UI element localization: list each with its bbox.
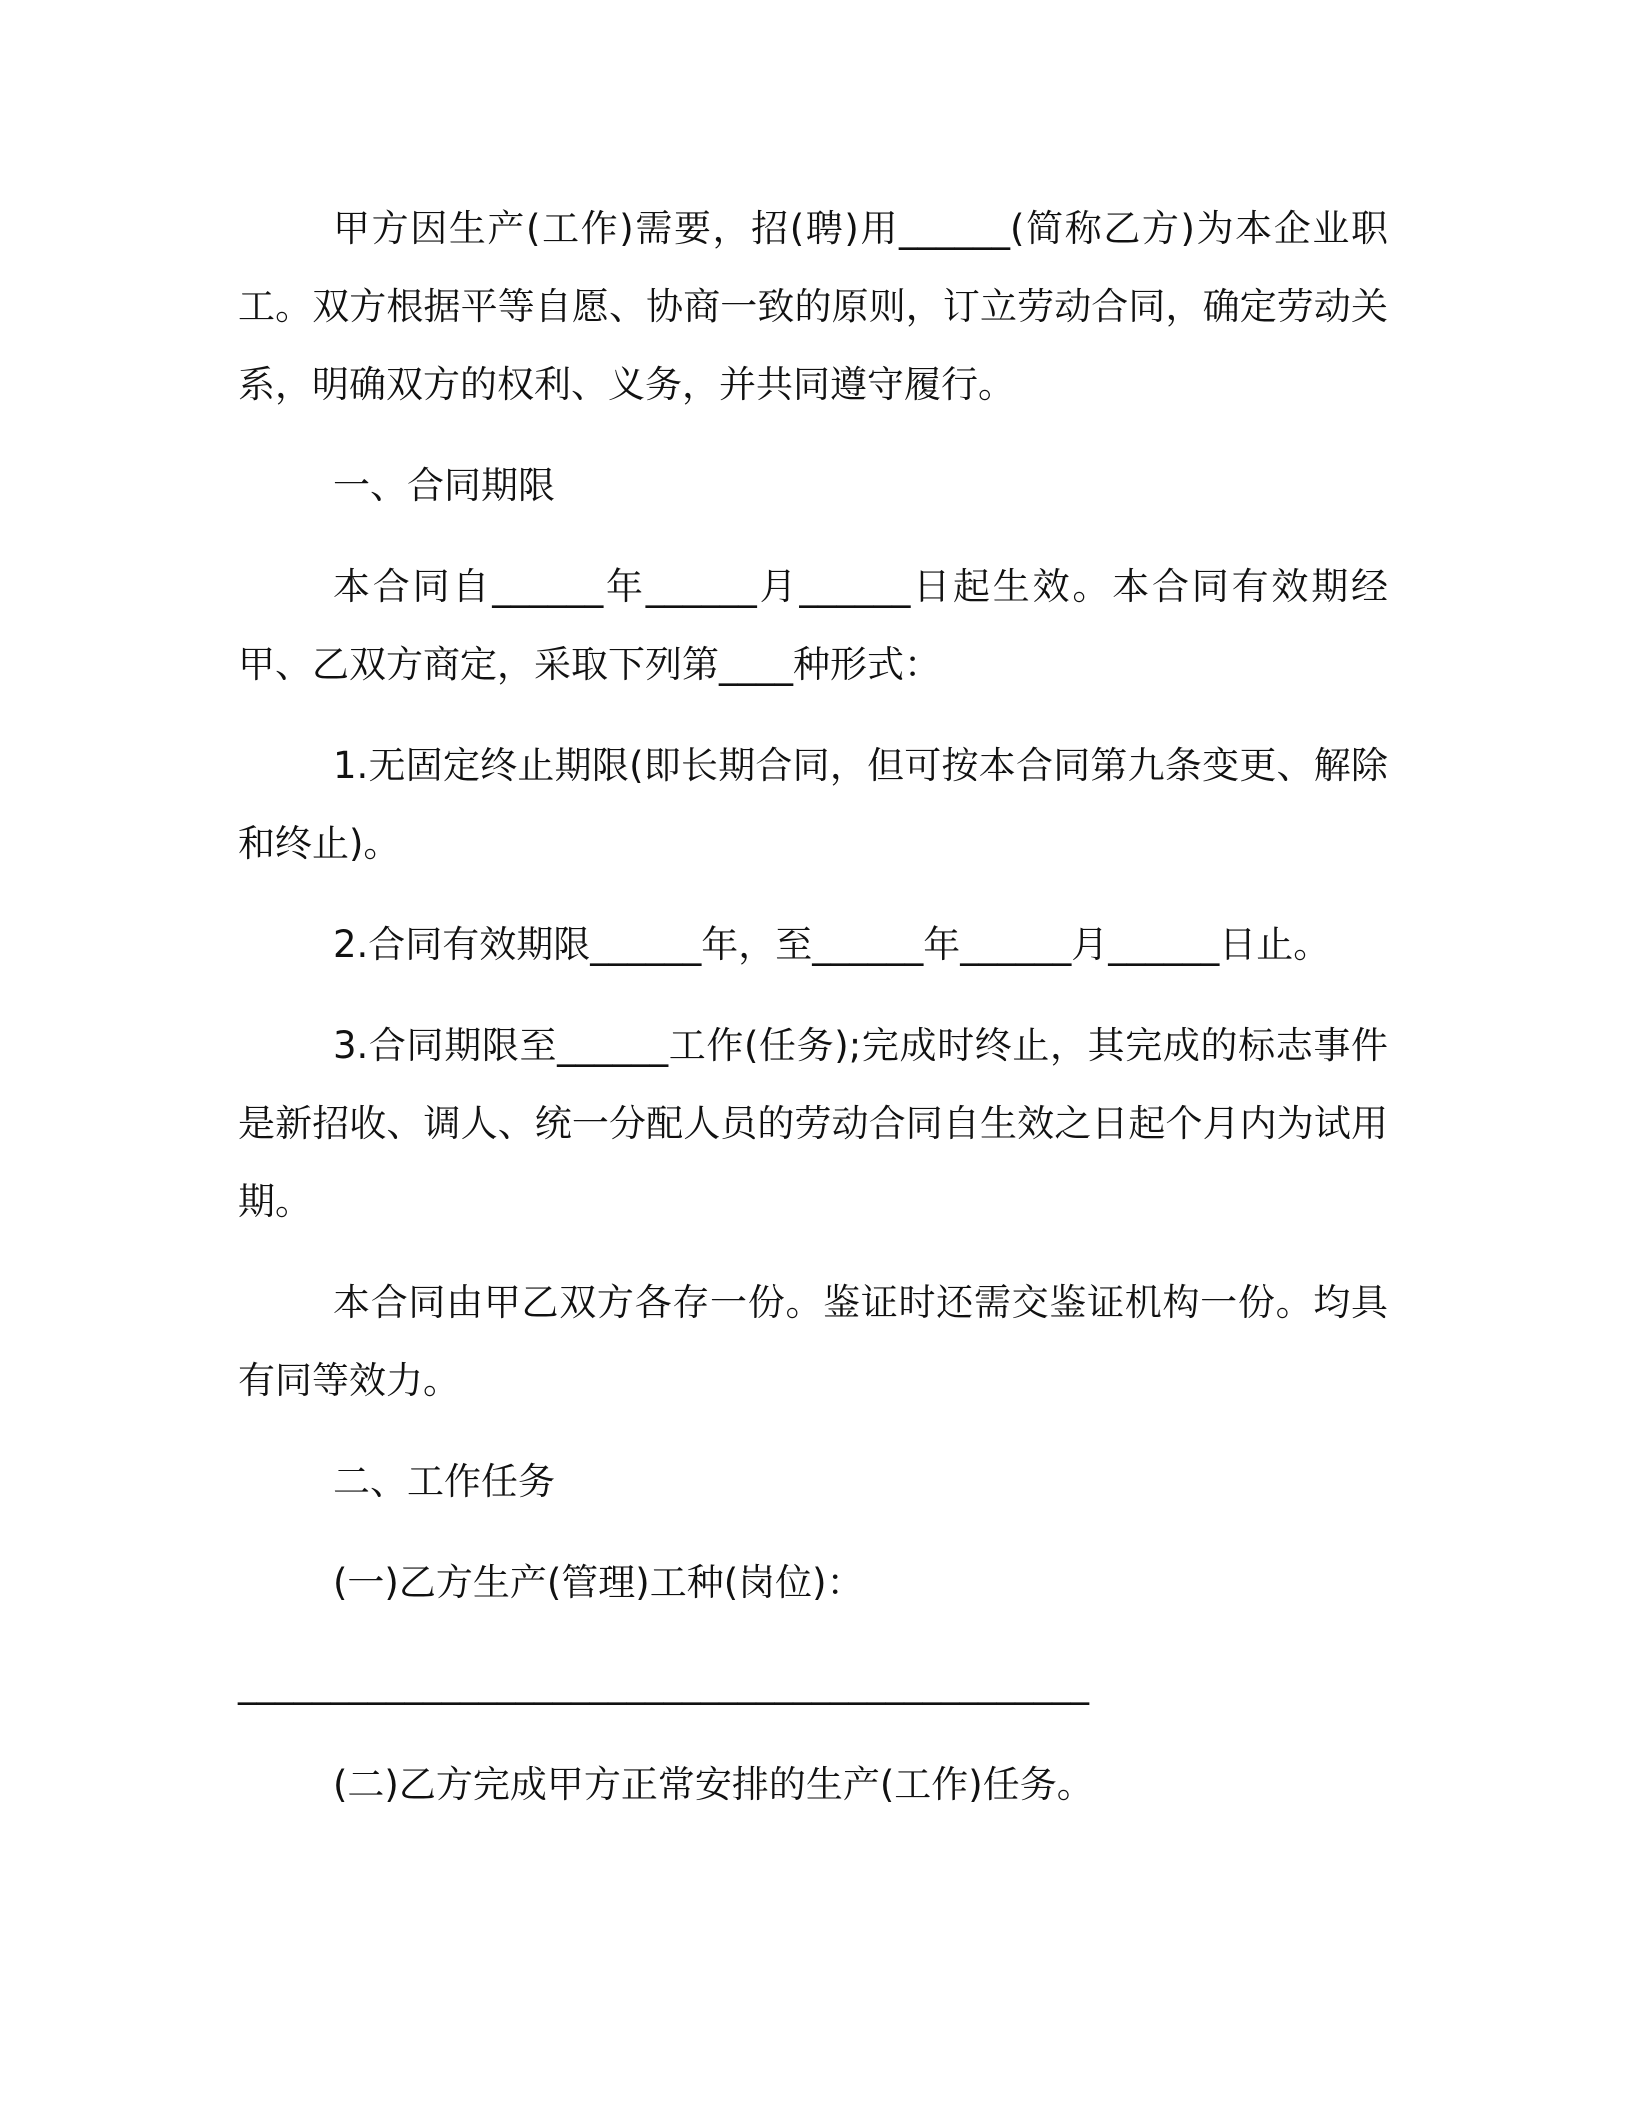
term-option-1: 1.无固定终止期限(即长期合同，但可按本合同第九条变更、解除和终止)。 bbox=[238, 744, 1388, 865]
document-body bbox=[238, 190, 1388, 1824]
intro-paragraph: 甲方因生产(工作)需要，招(聘)用______(简称乙方)为本企业职工。双方根据平等自愿、协商一致的原则，订立劳动合同，确定劳动关系，明确双方的权利、义务，并共同遵守履行。 bbox=[238, 207, 1388, 406]
copies-paragraph: 本合同由甲乙双方各存一份。鉴证时还需交鉴证机构一份。均具有同等效力。 bbox=[238, 1281, 1388, 1402]
section-heading-work-tasks: 二、工作任务 bbox=[333, 1460, 555, 1503]
task-1-blank-line: ______________________________________________ bbox=[238, 1662, 1089, 1705]
term-option-2: 2.合同有效期限______年，至______年______月______日止。 bbox=[333, 923, 1331, 966]
section-heading-contract-term: 一、合同期限 bbox=[333, 464, 555, 507]
term-option-3: 3.合同期限至______工作(任务);完成时终止，其完成的标志事件是新招收、调人、统一分配人员的劳动合同自生效之日起个月内为试用期。 bbox=[238, 1024, 1388, 1223]
task-1-paragraph: (一)乙方生产(管理)工种(岗位)： bbox=[333, 1561, 864, 1604]
task-2-paragraph: (二)乙方完成甲方正常安排的生产(工作)任务。 bbox=[333, 1763, 1094, 1806]
term-start-paragraph: 本合同自______年______月______日起生效。本合同有效期经甲、乙双方商定，采取下列第____种形式： bbox=[238, 565, 1388, 686]
